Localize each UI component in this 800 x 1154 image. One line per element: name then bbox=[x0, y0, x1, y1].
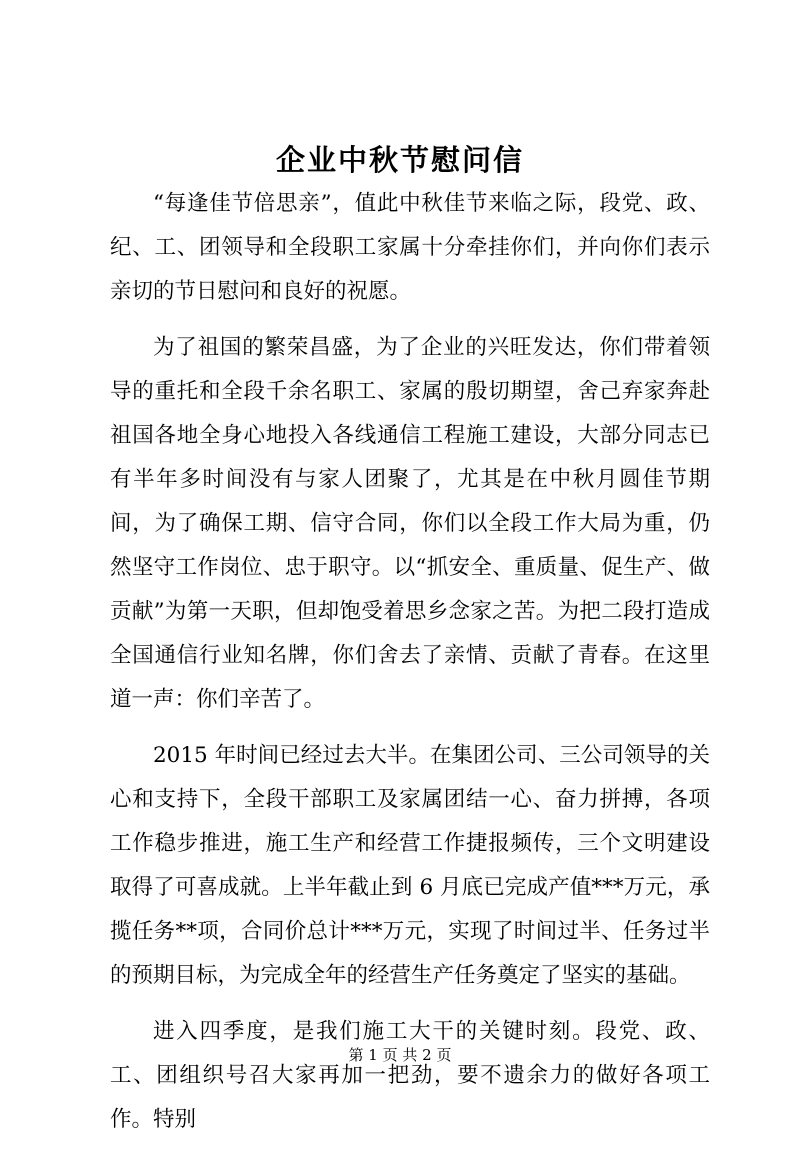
document-body bbox=[110, 182, 710, 1154]
page-footer: 第 1 页 共 2 页 bbox=[348, 1046, 452, 1064]
document-title: 企业中秋节慰问信 bbox=[275, 143, 524, 177]
paragraph-greeting: “每逢佳节倍思亲”，值此中秋佳节来临之际，段党、政、纪、工、团领导和全段职工家属十分牵挂你们，并向你们表示亲切的节日慰问和良好的祝愿。 bbox=[110, 191, 710, 304]
paragraph-fourth-quarter: 进入四季度，是我们施工大干的关键时刻。段党、政、工、团组织号召大家再加一把劲，要不遗余力的做好各项工作。特别 bbox=[110, 1019, 710, 1132]
paragraph-achievements: 2015 年时间已经过去大半。在集团公司、三公司领导的关心和支持下，全段干部职工及家属团结一心、奋力拼搏，各项工作稳步推进，施工生产和经营工作捷报频传，三个文明建设取得了可喜成就。上半年截止到 6 月底已完成产值***万元，承揽任务**项，合同价总计***万元，实现了时间过半、任务过半的预期目标，为完成全年的经营生产任务奠定了坚实的基础。 bbox=[110, 743, 710, 988]
paragraph-dedication: 为了祖国的繁荣昌盛，为了企业的兴旺发达，你们带着领导的重托和全段千余名职工、家属的殷切期望，舍己弃家奔赴祖国各地全身心地投入各线通信工程施工建设，大部分同志已有半年多时间没有与家人团聚了，尤其是在中秋月圆佳节期间，为了确保工期、信守合同，你们以全段工作大局为重，仍然坚守工作岗位、忠于职守。以“抓安全、重质量、促生产、做贡献”为第一天职，但却饱受着思乡念家之苦。为把二段打造成全国通信行业知名牌，你们舍去了亲情、贡献了青春。在这里道一声：你们辛苦了。 bbox=[110, 335, 710, 712]
